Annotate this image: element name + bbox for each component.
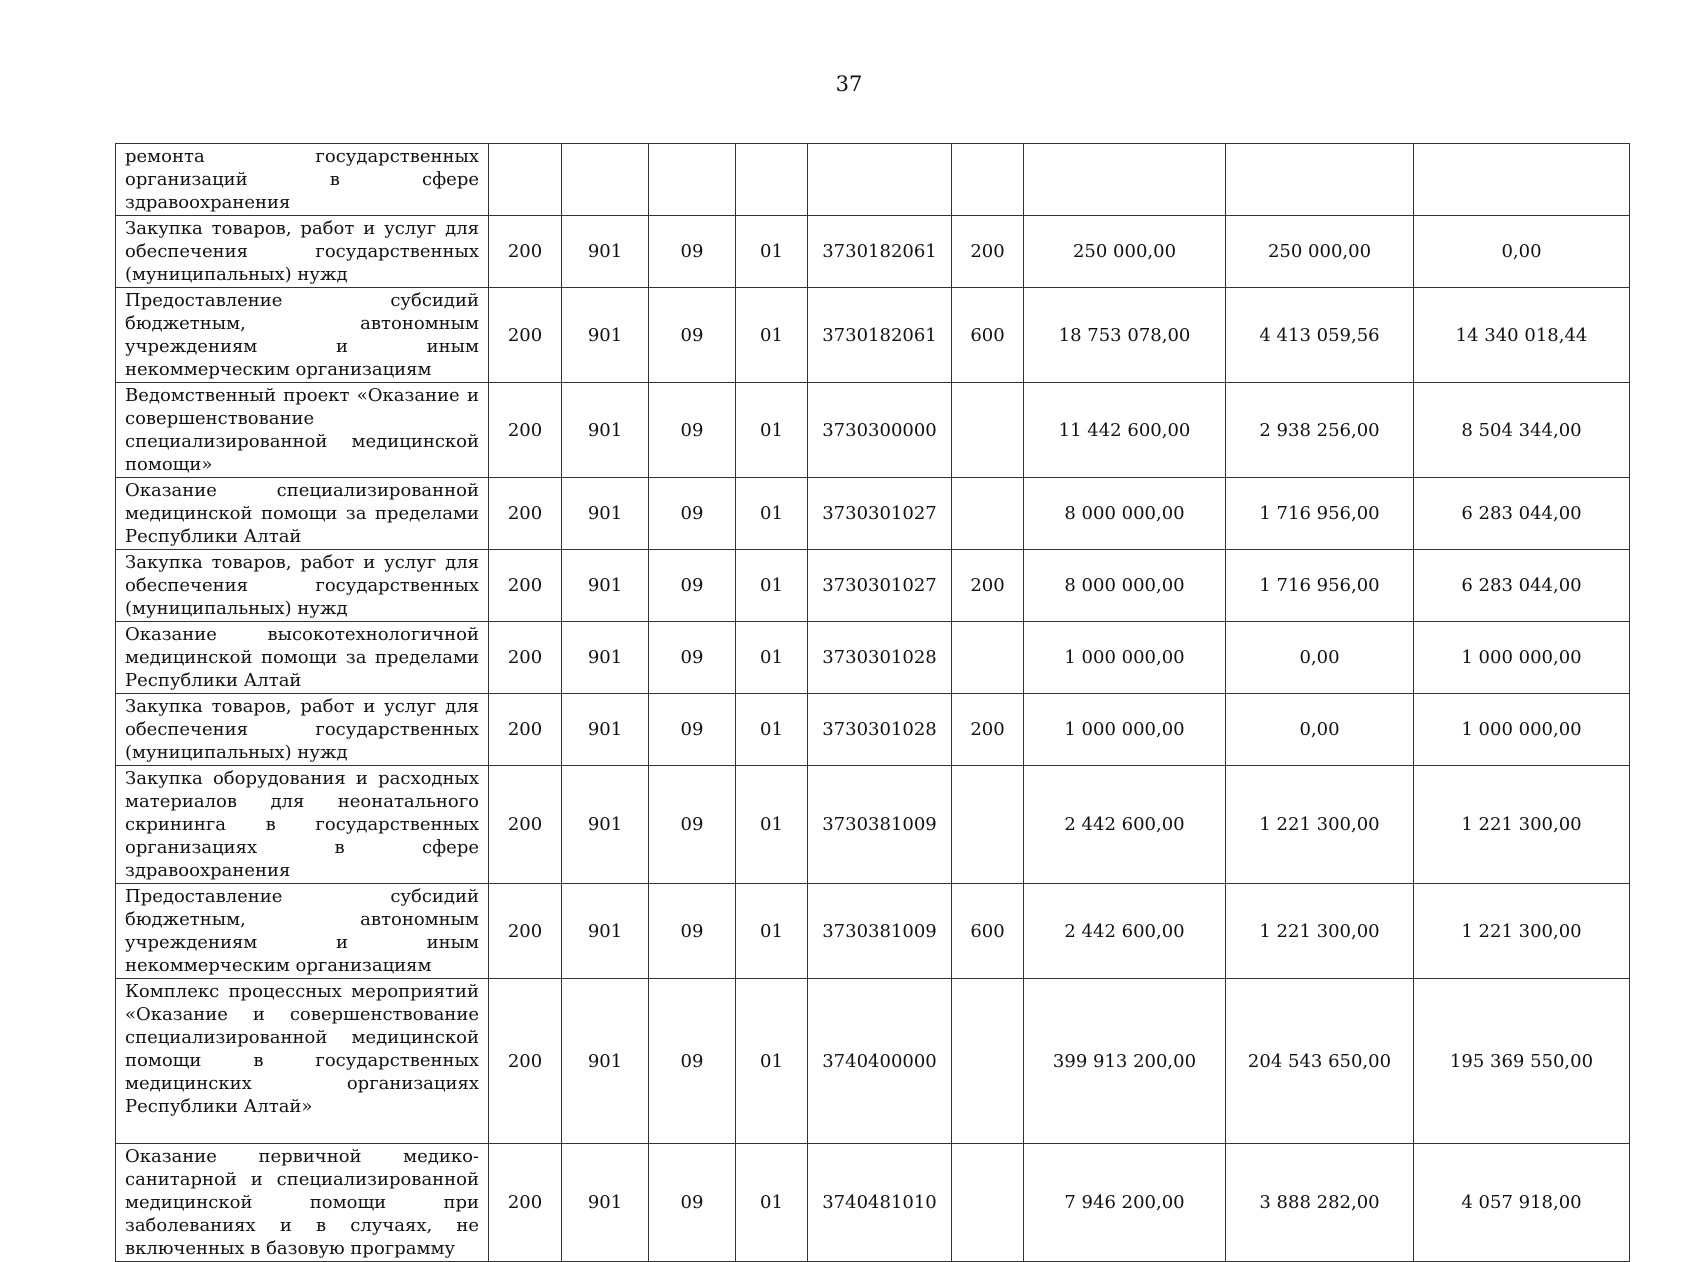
remaining-amount-cell: 14 340 018,44 [1414,288,1630,383]
planned-amount-cell: 8 000 000,00 [1024,478,1226,550]
expense-type-code-cell: 600 [952,288,1024,383]
remaining-amount-cell: 6 283 044,00 [1414,478,1630,550]
row-description: Оказание высокотехнологичной медицинской помощи за пределами Республики Алтай [116,622,489,694]
planned-amount-cell: 8 000 000,00 [1024,550,1226,622]
section-code-cell: 200 [489,1144,562,1262]
target-item-code-cell: 3740400000 [808,979,952,1144]
table-row [116,884,1630,979]
expense-type-code-cell: 200 [952,550,1024,622]
chapter-code-cell: 09 [649,478,736,550]
expense-type-code-cell [952,478,1024,550]
subchapter-code-cell: 01 [736,478,808,550]
subchapter-code-cell: 01 [736,884,808,979]
target-item-code-cell: 3730182061 [808,288,952,383]
row-description: Оказание первичной медико-санитарной и специализированной медицинской помощи при заболеваниях и в случаях, не включенных в базовую программу [116,1144,489,1262]
executed-amount-cell: 1 221 300,00 [1226,884,1414,979]
table-row [116,979,1630,1144]
executed-amount-cell: 0,00 [1226,622,1414,694]
planned-amount-cell: 1 000 000,00 [1024,694,1226,766]
target-item-code-cell: 3730300000 [808,383,952,478]
planned-amount-cell: 1 000 000,00 [1024,622,1226,694]
section-code-cell: 200 [489,550,562,622]
subchapter-code-cell: 01 [736,622,808,694]
planned-amount-cell: 2 442 600,00 [1024,766,1226,884]
executed-amount-cell: 4 413 059,56 [1226,288,1414,383]
subchapter-code-cell: 01 [736,383,808,478]
expense-type-code-cell: 200 [952,216,1024,288]
executed-amount-cell: 0,00 [1226,694,1414,766]
remaining-amount-cell: 1 221 300,00 [1414,884,1630,979]
row-description: Предоставление субсидий бюджетным, автономным учреждениям и иным некоммерческим организациям [116,884,489,979]
section-code-cell: 200 [489,288,562,383]
row-description: Закупка товаров, работ и услуг для обеспечения государственных (муниципальных) нужд [116,550,489,622]
planned-amount-cell: 11 442 600,00 [1024,383,1226,478]
chapter-code-cell: 09 [649,550,736,622]
subchapter-code-cell: 01 [736,216,808,288]
expense-type-code-cell [952,383,1024,478]
expense-type-code-cell [952,144,1024,216]
remaining-amount-cell: 8 504 344,00 [1414,383,1630,478]
planned-amount-cell [1024,144,1226,216]
row-description: Закупка товаров, работ и услуг для обеспечения государственных (муниципальных) нужд [116,216,489,288]
subchapter-code-cell: 01 [736,550,808,622]
chapter-code-cell: 09 [649,884,736,979]
table-row [116,478,1630,550]
row-description: Оказание специализированной медицинской помощи за пределами Республики Алтай [116,478,489,550]
remaining-amount-cell: 6 283 044,00 [1414,550,1630,622]
ministry-code-cell: 901 [562,288,649,383]
row-description: Закупка оборудования и расходных материалов для неонатального скрининга в государственных организациях в сфере здравоохранения [116,766,489,884]
expense-type-code-cell: 200 [952,694,1024,766]
chapter-code-cell: 09 [649,383,736,478]
chapter-code-cell [649,144,736,216]
remaining-amount-cell: 1 221 300,00 [1414,766,1630,884]
executed-amount-cell: 1 716 956,00 [1226,550,1414,622]
table-row [116,622,1630,694]
target-item-code-cell: 3730301027 [808,478,952,550]
row-description: Комплекс процессных мероприятий «Оказание и совершенствование специализированной медицинской помощи в государственных медицинских организациях Республики Алтай» [116,979,489,1144]
row-description: Ведомственный проект «Оказание и совершенствование специализированной медицинской помощи» [116,383,489,478]
table-row [116,216,1630,288]
row-description: Закупка товаров, работ и услуг для обеспечения государственных (муниципальных) нужд [116,694,489,766]
remaining-amount-cell: 195 369 550,00 [1414,979,1630,1144]
executed-amount-cell: 250 000,00 [1226,216,1414,288]
ministry-code-cell [562,144,649,216]
ministry-code-cell: 901 [562,766,649,884]
table-row [116,144,1630,216]
remaining-amount-cell: 1 000 000,00 [1414,694,1630,766]
executed-amount-cell: 3 888 282,00 [1226,1144,1414,1262]
budget-table [115,143,1630,1262]
planned-amount-cell: 399 913 200,00 [1024,979,1226,1144]
chapter-code-cell: 09 [649,979,736,1144]
section-code-cell: 200 [489,478,562,550]
subchapter-code-cell: 01 [736,1144,808,1262]
ministry-code-cell: 901 [562,979,649,1144]
remaining-amount-cell: 0,00 [1414,216,1630,288]
target-item-code-cell: 3730182061 [808,216,952,288]
remaining-amount-cell [1414,144,1630,216]
table-body [116,144,1630,1262]
section-code-cell: 200 [489,766,562,884]
expense-type-code-cell [952,1144,1024,1262]
target-item-code-cell: 3730301028 [808,694,952,766]
table-row [116,1144,1630,1262]
subchapter-code-cell: 01 [736,694,808,766]
expense-type-code-cell [952,622,1024,694]
row-description: ремонта государственных организаций в сфере здравоохранения [116,144,489,216]
subchapter-code-cell: 01 [736,979,808,1144]
section-code-cell [489,144,562,216]
executed-amount-cell [1226,144,1414,216]
chapter-code-cell: 09 [649,288,736,383]
chapter-code-cell: 09 [649,766,736,884]
section-code-cell: 200 [489,622,562,694]
target-item-code-cell: 3740481010 [808,1144,952,1262]
ministry-code-cell: 901 [562,383,649,478]
table-row [116,550,1630,622]
ministry-code-cell: 901 [562,884,649,979]
target-item-code-cell: 3730381009 [808,766,952,884]
planned-amount-cell: 18 753 078,00 [1024,288,1226,383]
expense-type-code-cell: 600 [952,884,1024,979]
executed-amount-cell: 204 543 650,00 [1226,979,1414,1144]
chapter-code-cell: 09 [649,694,736,766]
target-item-code-cell: 3730301027 [808,550,952,622]
remaining-amount-cell: 4 057 918,00 [1414,1144,1630,1262]
planned-amount-cell: 7 946 200,00 [1024,1144,1226,1262]
ministry-code-cell: 901 [562,478,649,550]
subchapter-code-cell: 01 [736,288,808,383]
section-code-cell: 200 [489,383,562,478]
executed-amount-cell: 2 938 256,00 [1226,383,1414,478]
ministry-code-cell: 901 [562,550,649,622]
ministry-code-cell: 901 [562,622,649,694]
table-row [116,383,1630,478]
subchapter-code-cell [736,144,808,216]
chapter-code-cell: 09 [649,1144,736,1262]
table-row [116,694,1630,766]
section-code-cell: 200 [489,979,562,1144]
section-code-cell: 200 [489,884,562,979]
chapter-code-cell: 09 [649,622,736,694]
table-row [116,766,1630,884]
remaining-amount-cell: 1 000 000,00 [1414,622,1630,694]
target-item-code-cell [808,144,952,216]
executed-amount-cell: 1 716 956,00 [1226,478,1414,550]
section-code-cell: 200 [489,216,562,288]
expense-type-code-cell [952,979,1024,1144]
expense-type-code-cell [952,766,1024,884]
executed-amount-cell: 1 221 300,00 [1226,766,1414,884]
table-row [116,288,1630,383]
target-item-code-cell: 3730381009 [808,884,952,979]
planned-amount-cell: 2 442 600,00 [1024,884,1226,979]
chapter-code-cell: 09 [649,216,736,288]
subchapter-code-cell: 01 [736,766,808,884]
target-item-code-cell: 3730301028 [808,622,952,694]
section-code-cell: 200 [489,694,562,766]
planned-amount-cell: 250 000,00 [1024,216,1226,288]
ministry-code-cell: 901 [562,1144,649,1262]
row-description: Предоставление субсидий бюджетным, автономным учреждениям и иным некоммерческим организациям [116,288,489,383]
ministry-code-cell: 901 [562,694,649,766]
ministry-code-cell: 901 [562,216,649,288]
page-number: 37 [835,72,863,96]
